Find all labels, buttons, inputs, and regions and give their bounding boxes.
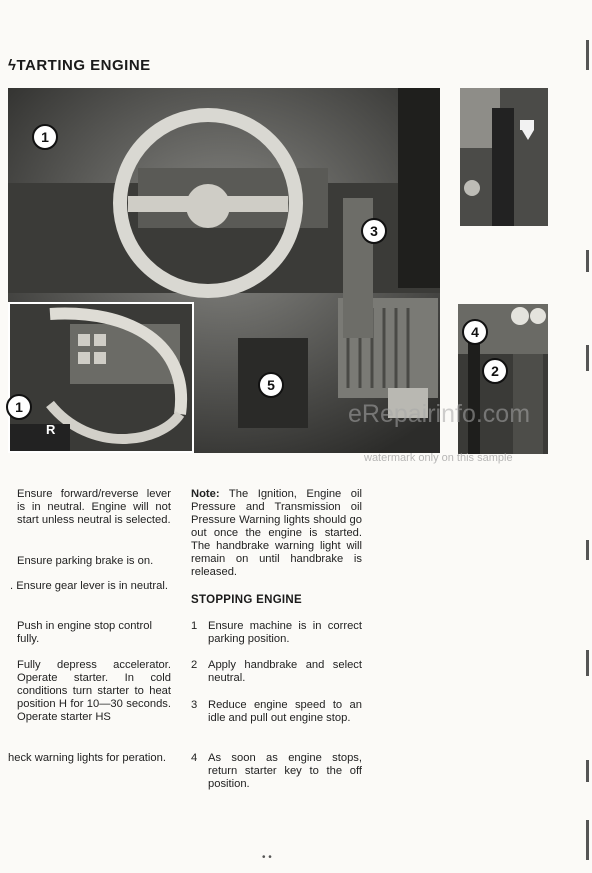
right-top-illustration: [460, 88, 548, 226]
stop-step-number: 4: [191, 752, 198, 764]
callout-3: 3: [361, 218, 387, 244]
stop-step-number: 2: [191, 659, 198, 671]
note-paragraph: [191, 488, 362, 579]
page-number: • •: [262, 852, 272, 863]
callout-1-inset: 1: [6, 394, 32, 420]
page-edge-mark: [586, 820, 589, 860]
callout-2: 2: [482, 358, 508, 384]
page-edge-mark: [586, 540, 589, 560]
watermark-note: watermark only on this sample: [364, 452, 513, 464]
callout-1-top: 1: [32, 124, 58, 150]
start-step-forward-reverse: Ensure forward/reverse lever is in neutral. Engine will not start unless neutral is selected.: [17, 488, 171, 526]
stop-step-number: 1: [191, 620, 198, 632]
page-edge-mark: [586, 40, 589, 70]
start-step-engine-stop: Push in engine stop control fully.: [17, 620, 152, 645]
start-step-parking-brake: Ensure parking brake is on.: [17, 555, 154, 567]
stop-step-number: 3: [191, 699, 198, 711]
inset-photo-illustration: [10, 304, 194, 453]
note-text: The Ignition, Engine oil Pressure and Transmission oil Pressure Warning lights should go out once the engine is started. The handbrake warning light will remain on until handbrake is released.: [191, 488, 362, 578]
inset-lever-photo: [8, 302, 194, 453]
right-top-photo: [460, 88, 548, 226]
page-edge-mark: [586, 345, 589, 371]
callout-5: 5: [258, 372, 284, 398]
page-edge-mark: [586, 650, 589, 676]
page-edge-mark: [586, 760, 589, 782]
start-step-warning-lights: heck warning lights for peration.: [8, 752, 166, 764]
start-step-gear-lever: . Ensure gear lever is in neutral.: [10, 580, 168, 592]
reverse-label: R: [46, 422, 56, 437]
watermark-site: eRepairinfo.com: [348, 400, 531, 428]
note-label: Note:: [191, 488, 220, 500]
stop-step-text: Reduce engine speed to an idle and pull out engine stop.: [208, 699, 362, 724]
stop-step-text: Apply handbrake and select neutral.: [208, 659, 362, 684]
start-step-accelerator: Fully depress accelerator. Operate starter. In cold conditions turn starter to heat position H for 10—30 seconds. Operate starter HS: [17, 659, 171, 723]
section-heading: ϟTARTING ENGINE: [8, 57, 151, 74]
stop-step-text: Ensure machine is in correct parking position.: [208, 620, 362, 645]
page-edge-mark: [586, 250, 589, 272]
stopping-engine-heading: STOPPING ENGINE: [191, 594, 303, 606]
stop-step-text: As soon as engine stops, return starter key to the off position.: [208, 752, 362, 790]
callout-4: 4: [462, 319, 488, 345]
